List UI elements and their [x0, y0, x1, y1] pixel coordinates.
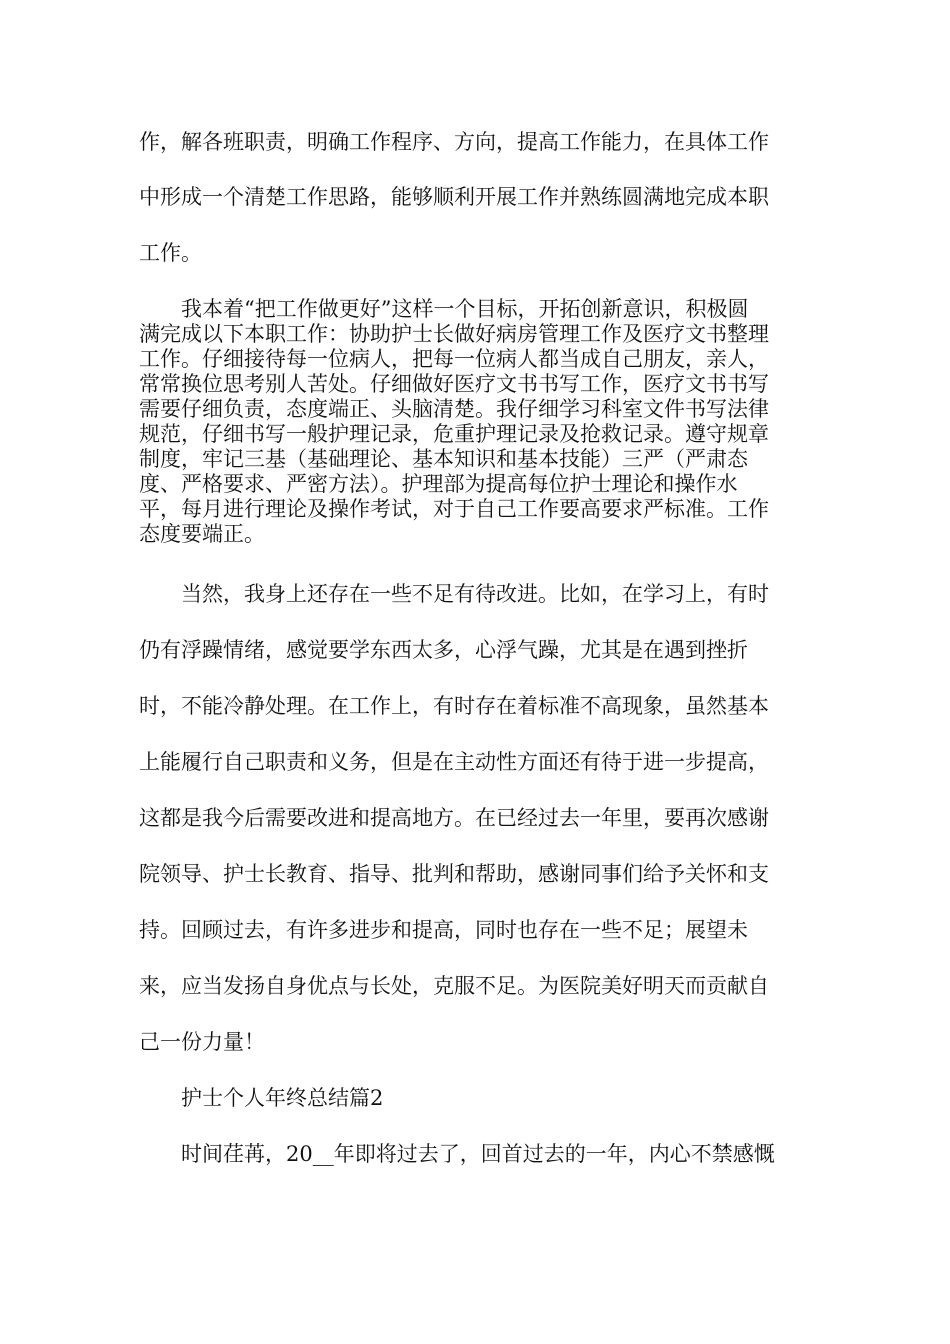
paragraph-line: 满完成以下本职工作：协助护士长做好病房管理工作及医疗文书整理 [139, 322, 769, 346]
paragraph-line: 己一份力量！ [139, 1030, 265, 1054]
paragraph-line: 来，应当发扬自身优点与长处，克服不足。为医院美好明天而贡献自 [139, 974, 769, 998]
paragraph-line: 上能履行自己职责和义务，但是在主动性方面还有待于进一步提高， [139, 750, 769, 774]
paragraph-line: 制度，牢记三基（基础理论、基本知识和基本技能）三严（严肃态 [139, 447, 748, 471]
paragraph-line: 当然，我身上还存在一些不足有待改进。比如，在学习上，有时 [181, 582, 769, 606]
paragraph-line: 规范，仔细书写一般护理记录，危重护理记录及抢救记录。遵守规章 [139, 422, 769, 446]
paragraph-line: 平，每月进行理论及操作考试，对于自己工作要高要求严标准。工作 [139, 497, 769, 521]
paragraph-line: 常常换位思考别人苦处。仔细做好医疗文书书写工作，医疗文书书写 [139, 372, 769, 396]
paragraph-line: 工作。仔细接待每一位病人，把每一位病人都当成自己朋友，亲人， [139, 347, 769, 371]
paragraph-line: 中形成一个清楚工作思路，能够顺利开展工作并熟练圆满地完成本职 [139, 185, 769, 209]
section-heading: 护士个人年终总结篇2 [181, 1086, 384, 1110]
paragraph-line: 需要仔细负责，态度端正、头脑清楚。我仔细学习科室文件书写法律 [139, 397, 769, 421]
paragraph-line: 持。回顾过去，有许多进步和提高，同时也存在一些不足；展望未 [139, 918, 748, 942]
paragraph-line: 时间荏苒，20__年即将过去了，回首过去的一年，内心不禁感慨 [181, 1142, 775, 1166]
paragraph-line: 度、严格要求、严密方法）。护理部为提高每位护士理论和操作水 [139, 472, 738, 496]
paragraph-line: 工作。 [139, 241, 202, 265]
paragraph-line: 作，解各班职责，明确工作程序、方向，提高工作能力，在具体工作 [139, 130, 769, 154]
paragraph-line: 仍有浮躁情绪，感觉要学东西太多，心浮气躁，尤其是在遇到挫折 [139, 638, 748, 662]
paragraph-line: 我本着“把工作做更好”这样一个目标，开拓创新意识，积极圆 [181, 297, 749, 321]
paragraph-line: 这都是我今后需要改进和提高地方。在已经过去一年里，要再次感谢 [139, 806, 769, 830]
paragraph-line: 态度要端正。 [139, 522, 265, 546]
paragraph-line: 院领导、护士长教育、指导、批判和帮助，感谢同事们给予关怀和支 [139, 862, 769, 886]
paragraph-line: 时，不能冷静处理。在工作上，有时存在着标准不高现象，虽然基本 [139, 694, 769, 718]
